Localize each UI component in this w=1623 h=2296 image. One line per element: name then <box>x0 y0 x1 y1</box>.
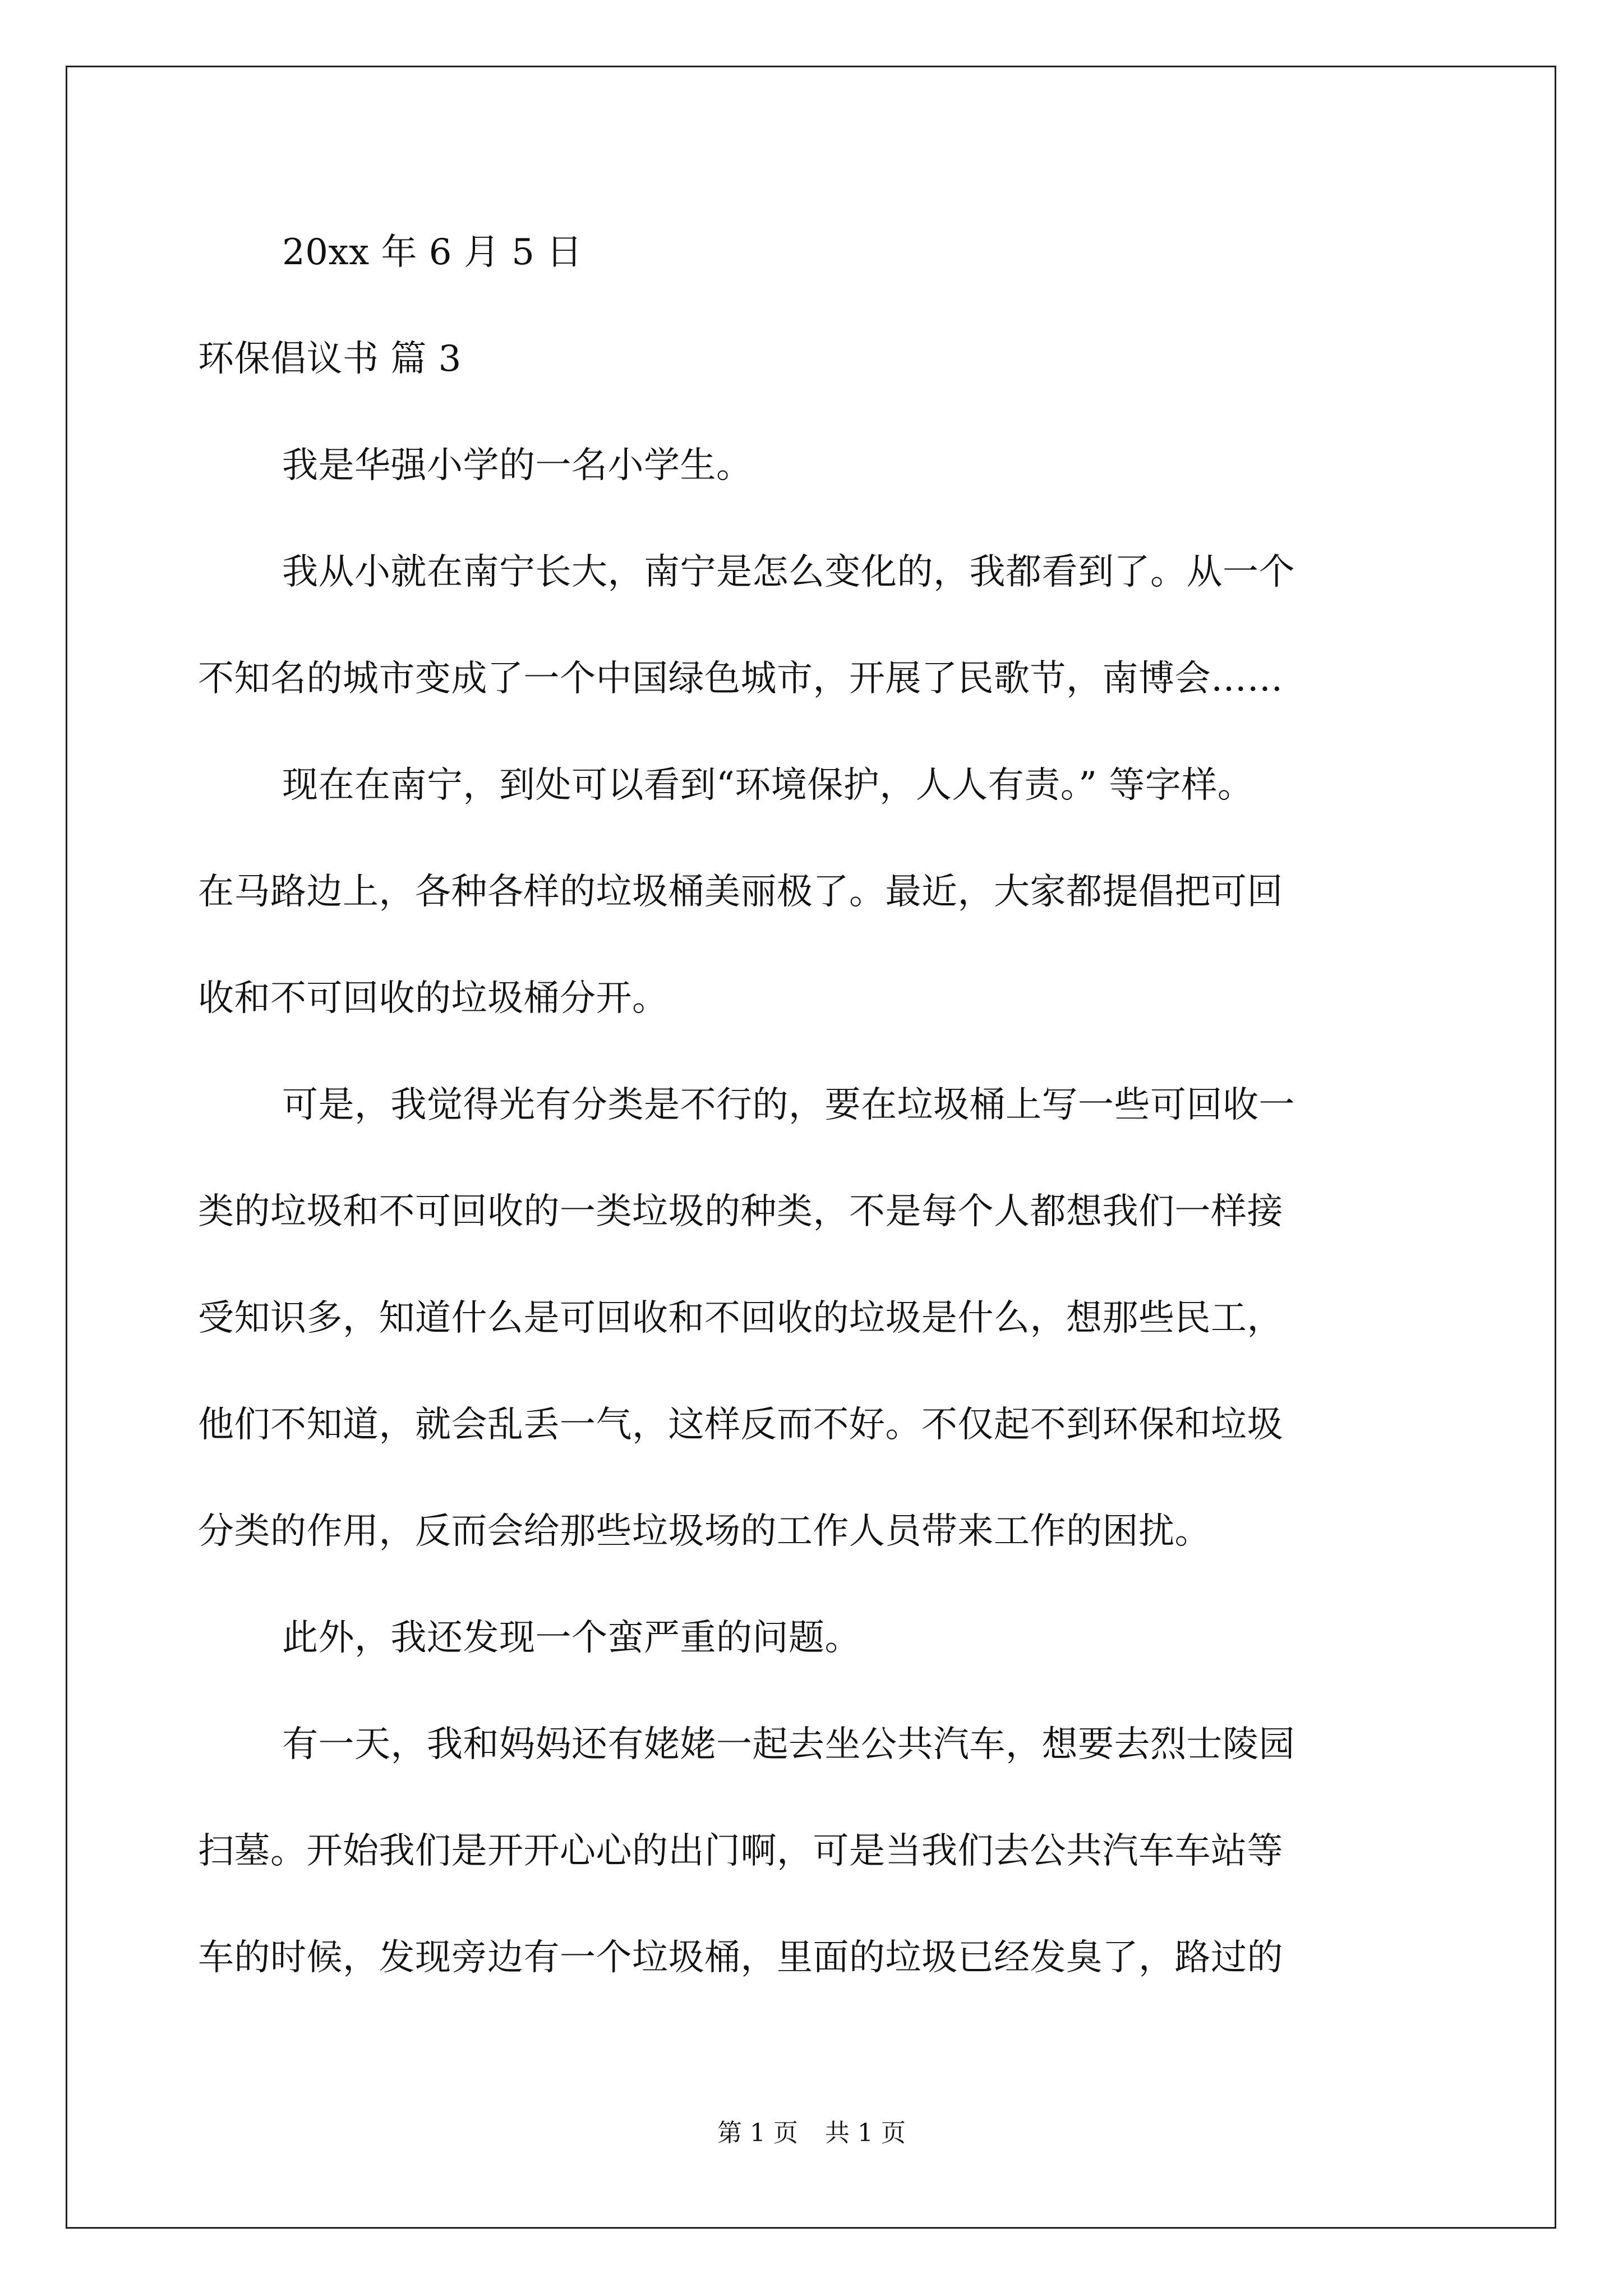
page-number-total: 共 1 页 <box>825 2119 906 2147</box>
page-number-current: 第 1 页 <box>717 2119 798 2147</box>
paragraph-line: 受知识多，知道什么是可回收和不回收的垃圾是什么，想那些民工， <box>198 1297 1283 1339</box>
date-line: 20xx 年 6 月 5 日 <box>282 232 583 273</box>
paragraph-line: 我从小就在南宁长大，南宁是怎么变化的，我都看到了。从一个 <box>282 551 1295 593</box>
paragraph-line: 分类的作用，反而会给那些垃圾场的工作人员带来工作的困扰。 <box>198 1511 1211 1552</box>
paragraph-line: 可是，我觉得光有分类是不行的，要在垃圾桶上写一些可回收一 <box>282 1084 1295 1126</box>
paragraph-line: 我是华强小学的一名小学生。 <box>282 445 753 486</box>
section-heading: 环保倡议书 篇 3 <box>198 338 462 380</box>
paragraph-line: 此外，我还发现一个蛮严重的问题。 <box>282 1617 861 1659</box>
paragraph-line: 收和不可回收的垃圾桶分开。 <box>198 978 668 1019</box>
paragraph-line: 有一天，我和妈妈还有姥姥一起去坐公共汽车，想要去烈士陵园 <box>282 1724 1295 1765</box>
paragraph-line: 现在在南宁，到处可以看到“环境保护，人人有责。” 等字样。 <box>282 765 1254 806</box>
paragraph-line: 扫墓。开始我们是开开心心的出门啊，可是当我们去公共汽车车站等 <box>198 1830 1283 1872</box>
paragraph-line: 不知名的城市变成了一个中国绿色城市，开展了民歌节，南博会…… <box>198 658 1283 700</box>
paragraph-line: 车的时候，发现旁边有一个垃圾桶，里面的垃圾已经发臭了，路过的 <box>198 1937 1283 1978</box>
paragraph-line: 他们不知道，就会乱丢一气，这样反而不好。不仅起不到环保和垃圾 <box>198 1404 1283 1446</box>
paragraph-line: 在马路边上，各种各样的垃圾桶美丽极了。最近，大家都提倡把可回 <box>198 871 1283 913</box>
page-footer <box>0 2116 1623 2150</box>
paragraph-line: 类的垃圾和不可回收的一类垃圾的种类，不是每个人都想我们一样接 <box>198 1191 1283 1232</box>
page-border <box>66 66 1556 2229</box>
